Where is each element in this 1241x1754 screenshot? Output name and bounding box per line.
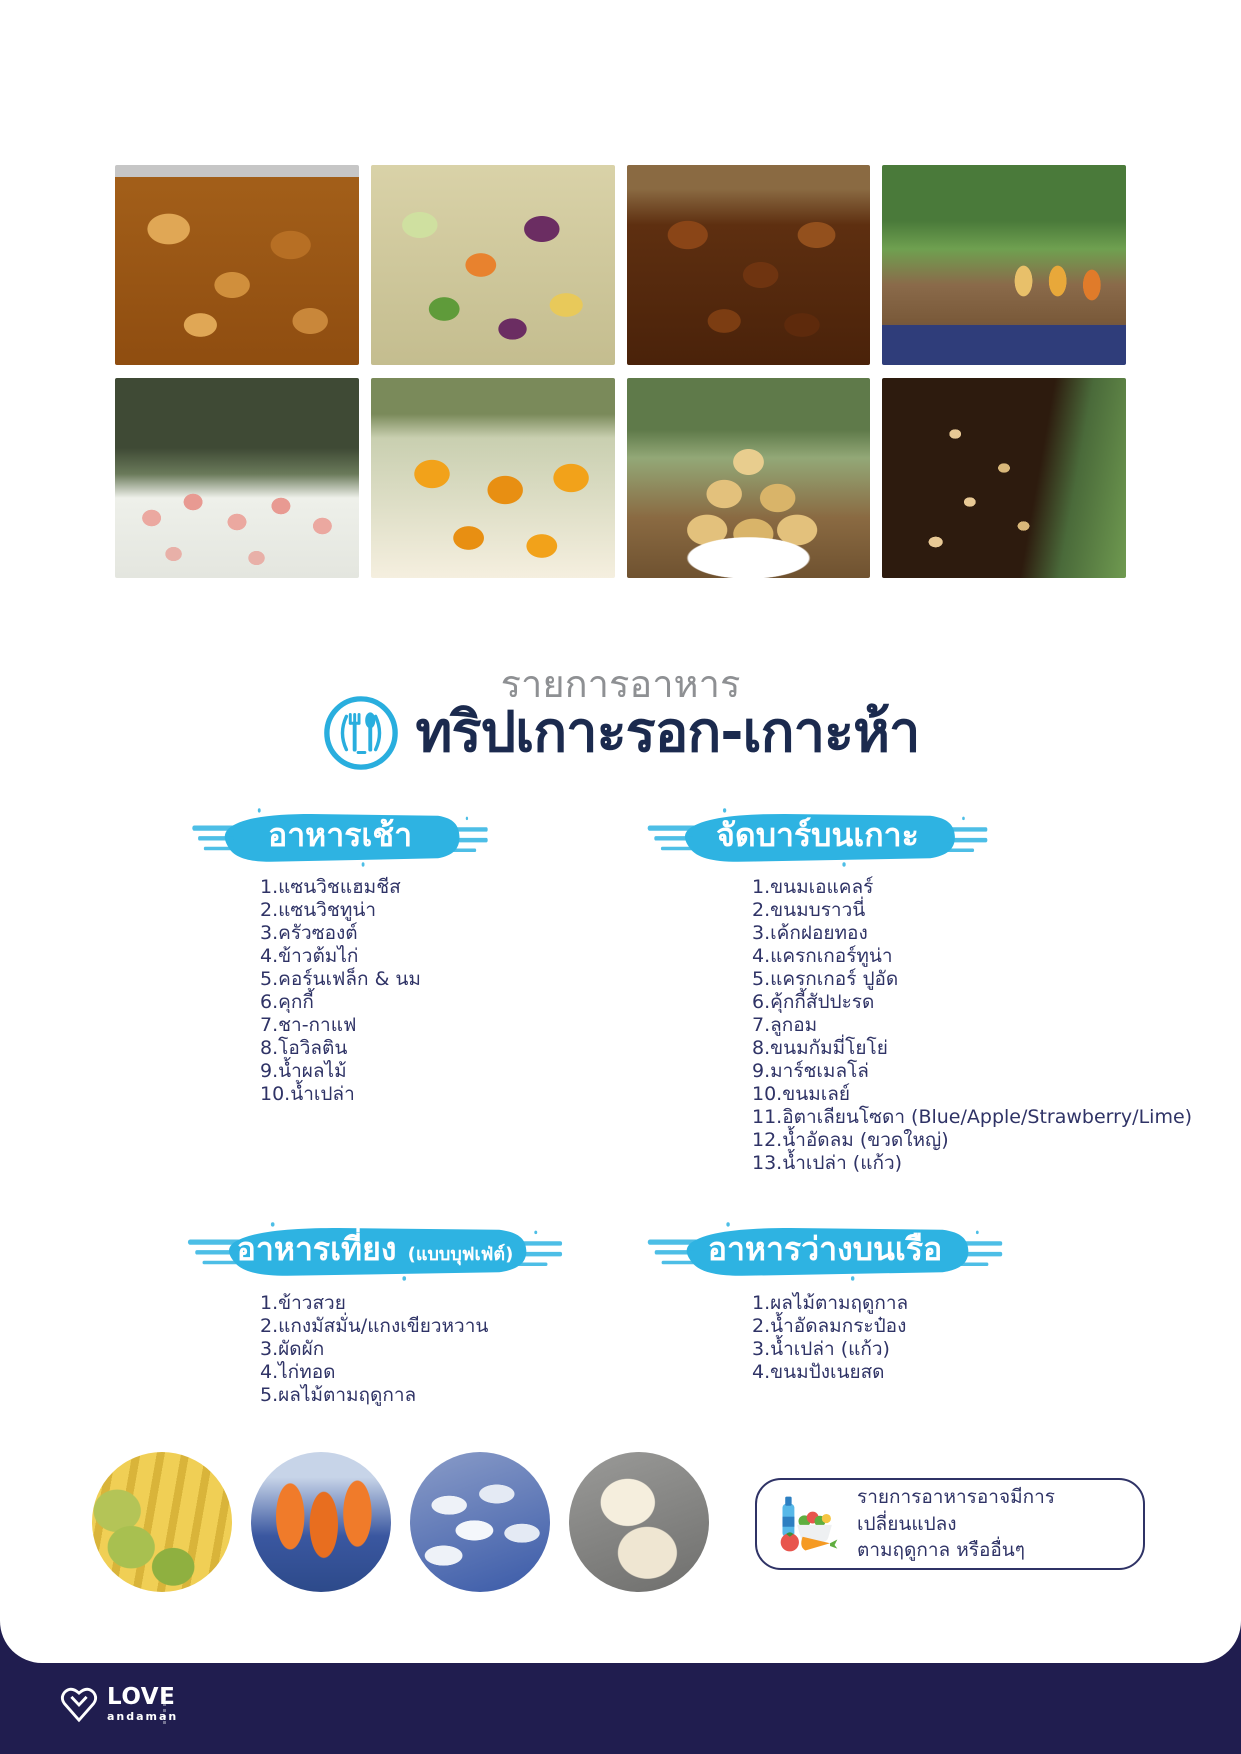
section-header-lunch bbox=[185, 1220, 565, 1282]
menu-item: 13.น้ำเปล่า (แก้ว) bbox=[752, 1152, 903, 1174]
menu-item: 1.ข้าวสวย bbox=[260, 1292, 346, 1314]
menu-item: 4.ข้าวต้มไก่ bbox=[260, 945, 359, 967]
section-title-lunch bbox=[236, 1230, 514, 1269]
footer-brand: LOVE bbox=[107, 1684, 176, 1710]
photo-chocolate-brownies bbox=[882, 378, 1126, 578]
menu-item: 2.แกงมัสมั่น/แกงเขียวหวาน bbox=[260, 1315, 489, 1337]
menu-list-island-bar bbox=[752, 876, 1192, 1175]
photo-shrimp-canape-crackers bbox=[115, 378, 359, 578]
menu-item: 4.แครกเกอร์ทูน่า bbox=[752, 945, 893, 967]
menu-item: 2.ขนมบราวนี่ bbox=[752, 899, 866, 921]
menu-item: 8.ขนมกัมมี่โยโย่ bbox=[752, 1037, 888, 1059]
menu-item: 11.อิตาเลียนโซดา (Blue/Apple/Strawberry/Lime) bbox=[752, 1106, 1193, 1128]
footer-dotted-divider bbox=[163, 1690, 166, 1724]
menu-item: 7.ลูกอม bbox=[752, 1014, 818, 1036]
note-box bbox=[755, 1478, 1145, 1570]
photo-cookie-jar-bar-stand bbox=[882, 165, 1126, 365]
menu-list-breakfast bbox=[260, 876, 421, 1106]
menu-item: 10.น้ำเปล่า bbox=[260, 1083, 355, 1105]
menu-item: 6.คุ้กกี้สัปปะรด bbox=[752, 991, 875, 1013]
menu-item: 5.ผลไม้ตามฤดูกาล bbox=[260, 1384, 417, 1406]
photo-chicken-curry-tray bbox=[115, 165, 359, 365]
menu-item: 9.น้ำผลไม้ bbox=[260, 1060, 347, 1082]
menu-item: 7.ชา-กาแฟ bbox=[260, 1014, 357, 1036]
menu-item: 3.น้ำเปล่า (แก้ว) bbox=[752, 1338, 890, 1360]
note-text bbox=[857, 1484, 1129, 1565]
photo-sealed-water-cups bbox=[410, 1452, 550, 1592]
photo-orange-soda-cans bbox=[251, 1452, 391, 1592]
footer-brand-text bbox=[107, 1686, 178, 1722]
healthy-food-icon bbox=[777, 1494, 841, 1554]
menu-item: 12.น้ำอัดลม (ขวดใหญ่) bbox=[752, 1129, 949, 1151]
menu-item: 4.ไก่ทอด bbox=[260, 1361, 336, 1383]
menu-item: 3.ผัดผัก bbox=[260, 1338, 325, 1360]
section-header-breakfast bbox=[190, 806, 490, 868]
menu-item: 1.ผลไม้ตามฤดูกาล bbox=[752, 1292, 909, 1314]
photo-golden-thread-custard bbox=[371, 378, 615, 578]
menu-item: 2.น้ำอัดลมกระป๋อง bbox=[752, 1315, 907, 1337]
menu-list-boat-snacks bbox=[752, 1292, 908, 1384]
footer-brand-sub: andaman bbox=[107, 1710, 179, 1723]
photo-bananas-and-apples bbox=[92, 1452, 232, 1592]
photo-grid bbox=[115, 165, 1126, 578]
menu-item: 1.แซนวิชแฮมชีส bbox=[260, 876, 401, 898]
footer-brand-logo bbox=[60, 1684, 178, 1724]
menu-item: 9.มาร์ชเมลโล่ bbox=[752, 1060, 869, 1082]
photo-powdered-sugar-buns bbox=[569, 1452, 709, 1592]
cutlery-plate-icon bbox=[322, 694, 400, 772]
menu-item: 8.โอวิลติน bbox=[260, 1037, 348, 1059]
section-header-boat-snacks bbox=[645, 1220, 1005, 1282]
menu-list-lunch bbox=[260, 1292, 488, 1407]
photo-stir-fried-vegetables-tray bbox=[371, 165, 615, 365]
menu-item: 5.คอร์นเฟล็ก & นม bbox=[260, 968, 421, 990]
section-title-island-bar: จัดบาร์บนเกาะ bbox=[716, 816, 919, 855]
photo-cream-puff-tower bbox=[627, 378, 871, 578]
menu-item: 3.เค้กฝอยทอง bbox=[752, 922, 868, 944]
section-title-boat-snacks: อาหารว่างบนเรือ bbox=[707, 1230, 943, 1269]
menu-item: 3.ครัวซองต์ bbox=[260, 922, 358, 944]
section-title-lunch-suffix: (แบบบุฟเฟ่ต์) bbox=[407, 1244, 514, 1266]
section-title-lunch-main: อาหารเที่ยง bbox=[236, 1230, 397, 1269]
photo-fried-chicken-drumsticks bbox=[627, 165, 871, 365]
section-title-breakfast: อาหารเช้า bbox=[267, 816, 413, 855]
note-line-2: ตามฤดูกาล หรืออื่นๆ bbox=[857, 1539, 1025, 1562]
menu-item: 10.ขนมเลย์ bbox=[752, 1083, 850, 1105]
menu-item: 4.ขนมปังเนยสด bbox=[752, 1361, 885, 1383]
menu-item: 5.แครกเกอร์ ปูอัด bbox=[752, 968, 899, 990]
note-line-1: รายการอาหารอาจมีการเปลี่ยนแปลง bbox=[857, 1485, 1055, 1535]
page-title-row bbox=[0, 694, 1241, 772]
menu-item: 6.คุกกี้ bbox=[260, 991, 314, 1013]
menu-item: 1.ขนมเอแคลร์ bbox=[752, 876, 874, 898]
section-header-island-bar bbox=[645, 806, 990, 868]
page-title: ทริปเกาะรอก-เกาะห้า bbox=[415, 699, 920, 765]
heart-logo-icon bbox=[60, 1684, 98, 1724]
menu-item: 2.แซนวิชทูน่า bbox=[260, 899, 377, 921]
page-subtitle: รายการอาหาร bbox=[500, 662, 741, 706]
